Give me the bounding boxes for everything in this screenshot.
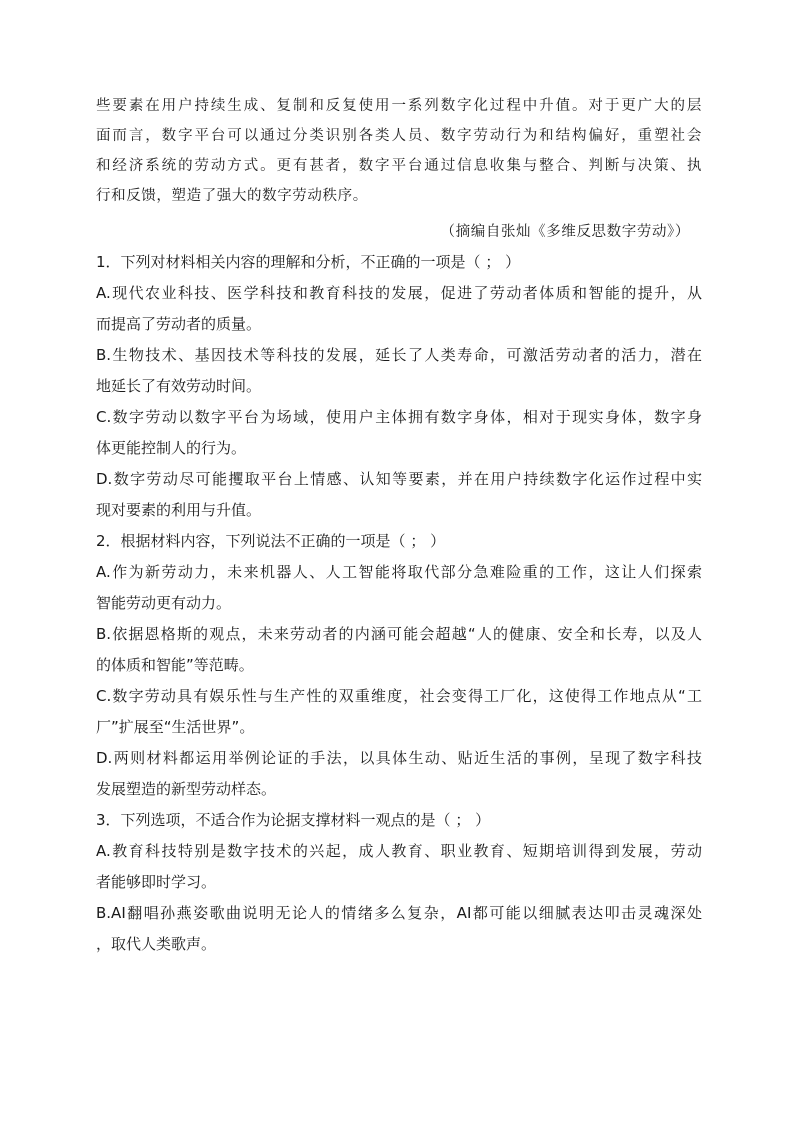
answer-option: C.数字劳动具有娱乐性与生产性的双重维度，社会变得工厂化，这使得工作地点从“工 — [96, 687, 702, 705]
answer-option-continued: 地延长了有效劳动时间。 — [96, 377, 262, 395]
passage-line: 和经济系统的劳动方式。更有甚者，数字平台通过信息收集与整合、判断与决策、执 — [96, 158, 702, 174]
answer-option-continued: 厂”扩展至“生活世界”。 — [96, 718, 255, 736]
question-stem: 1．下列对材料相关内容的理解和分析，不正确的一项是（ ； ） — [96, 253, 521, 271]
document-page — [96, 0, 702, 1123]
passage-line: 些要素在用户持续生成、复制和反复使用一系列数字化过程中升值。对于更广大的层 — [96, 98, 702, 114]
passage-line: 面而言，数字平台可以通过分类识别各类人员、数字劳动行为和结构偏好，重塑社会 — [96, 128, 702, 144]
answer-option: C.数字劳动以数字平台为场域，使用户主体拥有数字身体，相对于现实身体，数字身 — [96, 408, 702, 426]
answer-option: D.两则材料都运用举例论证的手法，以具体生动、贴近生活的事例，呈现了数字科技 — [96, 749, 702, 767]
question-list — [96, 247, 702, 960]
answer-option: A.作为新劳动力，未来机器人、人工智能将取代部分急难险重的工作，这让人们探索 — [96, 563, 702, 581]
answer-option: B.依据恩格斯的观点，未来劳动者的内涵可能会超越“人的健康、安全和长寿，以及人 — [96, 625, 702, 643]
passage-source: （摘编自张灿《多维反思数字劳动》） — [440, 224, 690, 240]
passage-line: 行和反馈，塑造了强大的数字劳动秩序。 — [96, 188, 368, 204]
answer-option: A.教育科技特别是数字技术的兴起，成人教育、职业教育、短期培训得到发展，劳动 — [96, 842, 702, 860]
answer-option: D.数字劳动尽可能攫取平台上情感、认知等要素，并在用户持续数字化运作过程中实 — [96, 470, 702, 488]
answer-option: B.AI翻唱孙燕姿歌曲说明无论人的情绪多么复杂，AI都可能以细腻表达叩击灵魂深处 — [96, 904, 702, 922]
question-stem: 2．根据材料内容，下列说法不正确的一项是（ ； ） — [96, 532, 446, 550]
answer-option-continued: 智能劳动更有动力。 — [96, 594, 232, 612]
question-stem: 3．下列选项，不适合作为论据支撑材料一观点的是（ ； ） — [96, 811, 491, 829]
answer-option-continued: 现对要素的利用与升值。 — [96, 501, 262, 519]
answer-option: B.生物技术、基因技术等科技的发展，延长了人类寿命，可激活劳动者的活力，潜在 — [96, 346, 702, 364]
answer-option-continued: ，取代人类歌声。 — [96, 935, 217, 953]
answer-option-continued: 者能够即时学习。 — [96, 873, 217, 891]
answer-option-continued: 而提高了劳动者的质量。 — [96, 315, 262, 333]
answer-option-continued: 的体质和智能”等范畴。 — [96, 656, 254, 674]
answer-option-continued: 发展塑造的新型劳动样态。 — [96, 780, 277, 798]
answer-option-continued: 体更能控制人的行为。 — [96, 439, 247, 457]
reading-passage — [96, 91, 702, 211]
answer-option: A.现代农业科技、医学科技和教育科技的发展，促进了劳动者体质和智能的提升，从 — [96, 284, 702, 302]
